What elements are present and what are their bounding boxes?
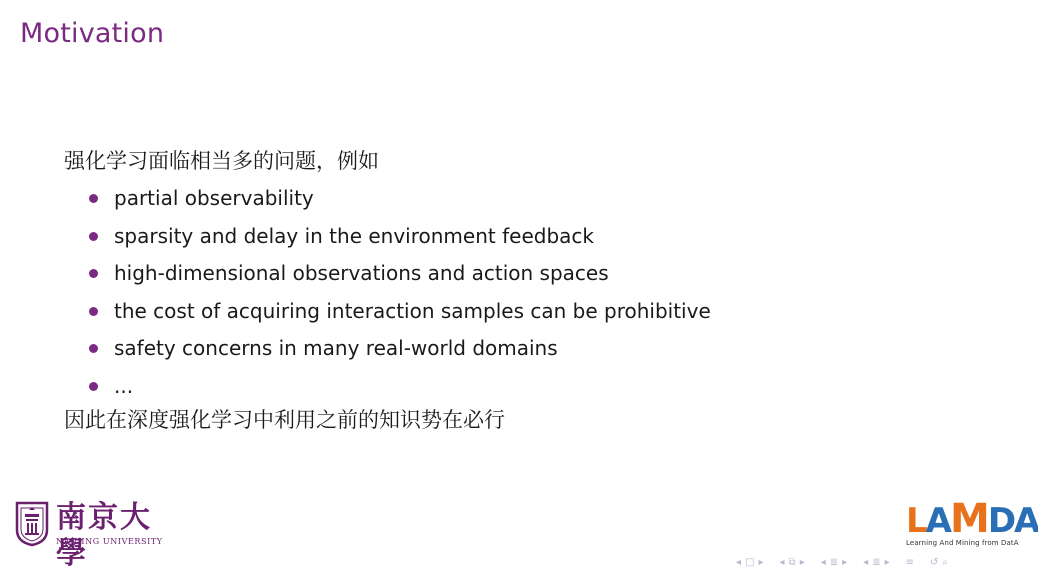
lamda-logo [902,496,1038,552]
section-icon[interactable]: ≣ [829,557,839,568]
nanjing-university-logo [14,500,164,571]
frame-icon[interactable]: □ [745,557,755,568]
slide-body [64,146,964,435]
next-subsection-icon[interactable]: ▸ [799,557,805,568]
search-icon[interactable]: ⌕ [942,557,949,568]
bullet-item [88,293,964,331]
bullet-dot-icon [89,307,98,316]
university-subtitle: NANJING UNIVERSITY [56,537,163,546]
bullet-dot-icon [89,269,98,278]
bullet-item [88,368,964,406]
bullet-item [88,330,964,368]
bullet-text: high-dimensional observations and action spaces [114,261,609,285]
first-frame-icon[interactable]: ◂ [736,557,742,568]
university-seal-icon [14,500,50,546]
bullet-text: partial observability [114,186,314,210]
university-name: 南京大學 [56,500,152,571]
bullet-text: the cost of acquiring interaction samples can be prohibitive [114,298,711,323]
lamda-wordmark: LAMDA [906,496,1038,542]
bullet-list [64,180,964,405]
part-icon[interactable]: ≣ [872,557,881,568]
prev-part-icon[interactable]: ◂ [863,557,869,568]
beamer-navigation-bar [736,556,948,570]
subsection-icon[interactable]: ⧉ [788,557,796,568]
slide-title: Motivation [20,18,165,49]
bullet-dot-icon [89,232,98,241]
next-frame-icon[interactable]: ▸ [758,557,764,568]
next-part-icon[interactable]: ▸ [884,557,890,568]
intro-text: 强化学习面临相当多的问题，例如 [64,149,379,173]
back-icon[interactable]: ↺ [930,557,939,568]
bullet-item [88,218,964,256]
conclusion-text: 因此在深度强化学习中利用之前的知识势在必行 [64,408,505,432]
bullet-dot-icon [89,194,98,203]
lamda-tagline: Learning And Mining from DatA [906,539,1019,547]
bullet-text: ... [114,373,134,398]
next-section-icon[interactable]: ▸ [842,557,848,568]
align-icon[interactable]: ≡ [905,557,915,568]
bullet-text: safety concerns in many real-world domains [114,336,558,360]
bullet-dot-icon [89,344,98,353]
bullet-item [88,255,964,293]
prev-section-icon[interactable]: ◂ [820,557,826,568]
bullet-item [88,180,964,218]
bullet-text: sparsity and delay in the environment feedback [114,223,594,248]
bullet-dot-icon [89,382,98,391]
prev-subsection-icon[interactable]: ◂ [779,557,785,568]
